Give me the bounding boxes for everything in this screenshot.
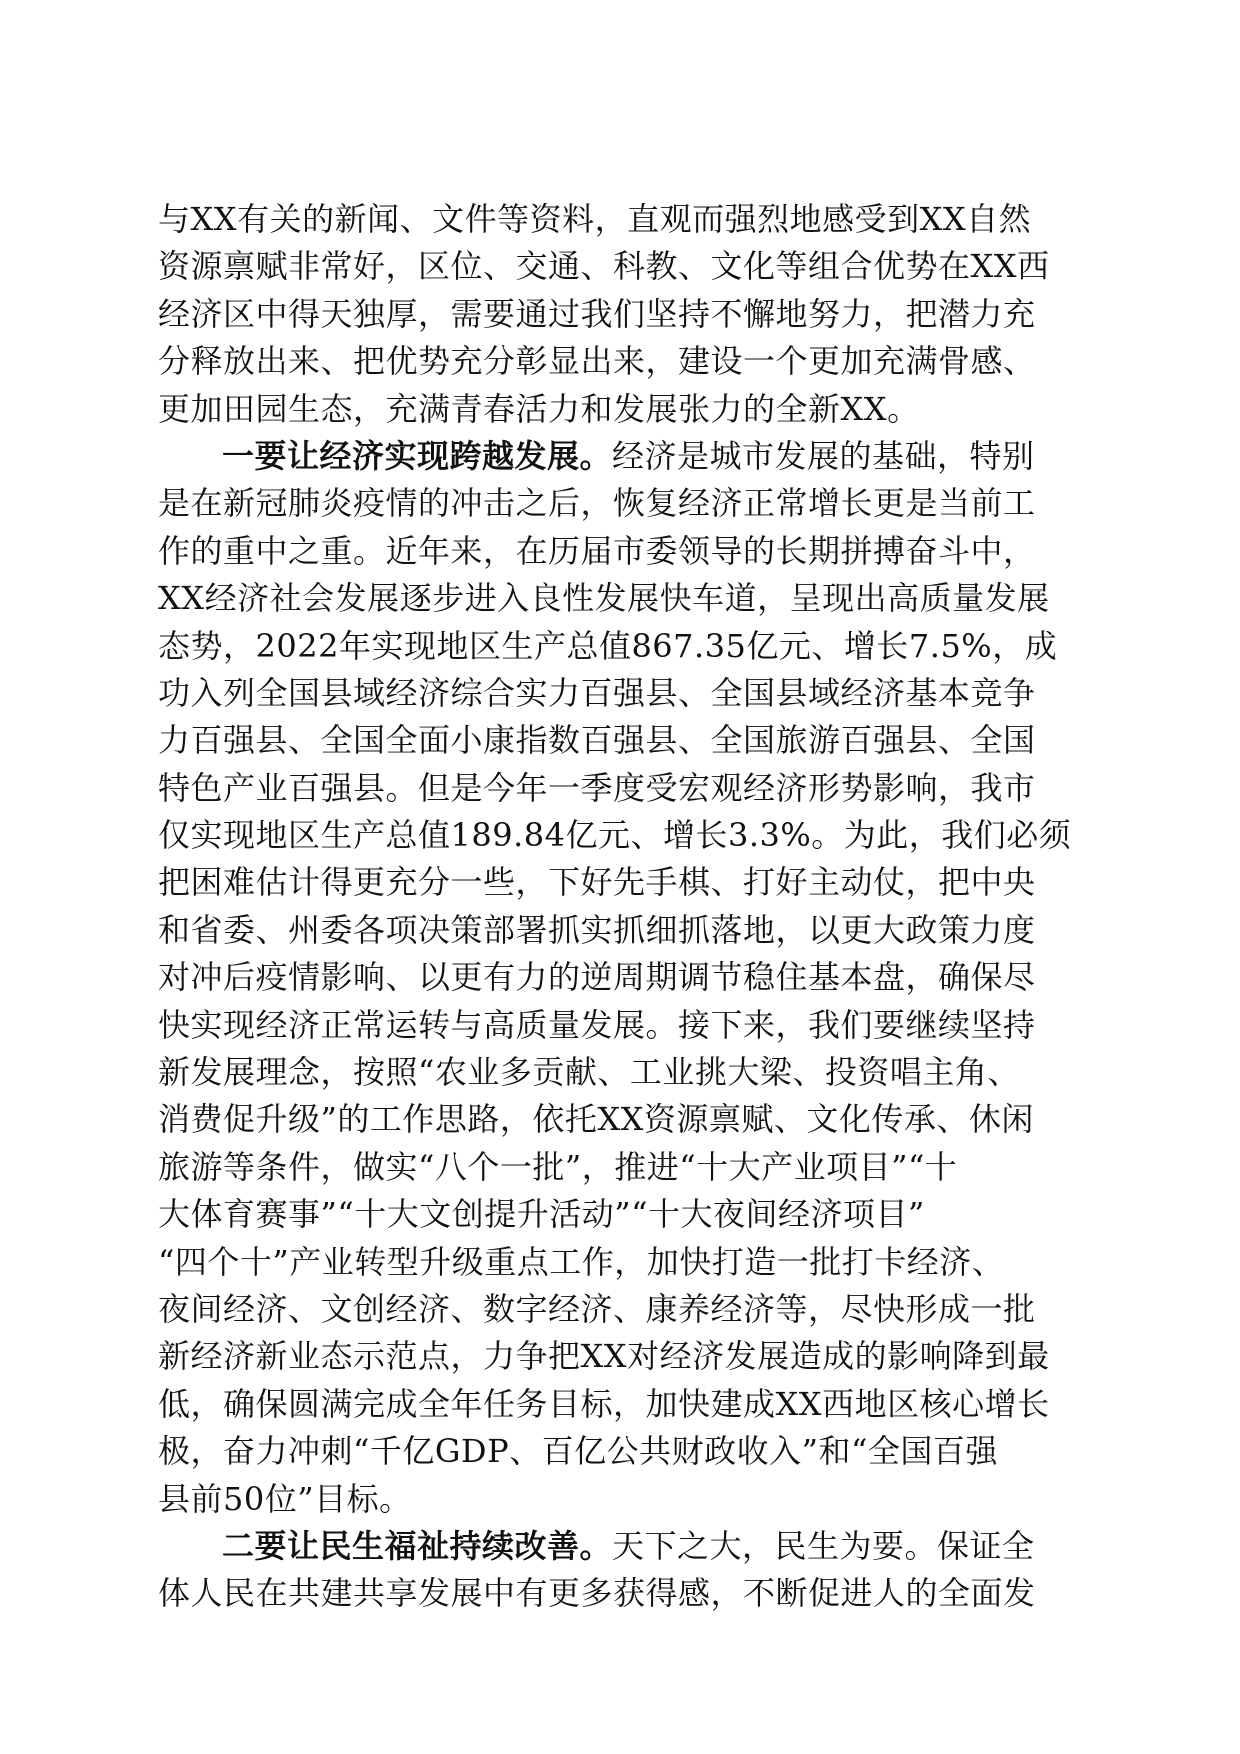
section-economy-heading: 一要让经济实现跨越发展。 (222, 436, 613, 475)
text-line: 仅实现地区生产总值189.84亿元、增长3.3%。为此，我们必须 (158, 816, 1072, 855)
text-line: 体人民在共建共享发展中有更多获得感，不断促进人的全面发 (158, 1574, 1036, 1613)
text-line: 新发展理念，按照“农业多贡献、工业挑大梁、投资唱主角、 (158, 1053, 1020, 1092)
text-line: 把困难估计得更充分一些，下好先手棋、打好主动仗，把中央 (158, 863, 1036, 902)
text-line: 特色产业百强县。但是今年一季度受宏观经济形势影响，我市 (158, 768, 1036, 807)
text-line: 新经济新业态示范点，力争把XX对经济发展造成的影响降到最 (158, 1337, 1050, 1376)
text-line: 快实现经济正常运转与高质量发展。接下来，我们要继续坚持 (158, 1005, 1036, 1044)
text-line: 县前50位”目标。 (158, 1479, 412, 1518)
section-economy-paragraph (158, 433, 1082, 1523)
text-line: 是在新冠肺炎疫情的冲击之后，恢复经济正常增长更是当前工 (158, 484, 1036, 523)
section-livelihood-heading: 二要让民生福祉持续改善。 (222, 1526, 613, 1565)
text-line-rest: 经济是城市发展的基础，特别 (612, 436, 1035, 475)
text-line: 资源禀赋非常好，区位、交通、科教、文化等组合优势在XX西 (158, 247, 1050, 286)
section-economy-first-line (158, 433, 1082, 480)
text-line: 对冲后疫情影响、以更有力的逆周期调节稳住基本盘，确保尽 (158, 958, 1036, 997)
text-line: “四个十”产业转型升级重点工作，加快打造一批打卡经济、 (158, 1242, 1005, 1281)
text-line: 极，奋力冲刺“千亿GDP、百亿公共财政收入”和“全国百强 (158, 1432, 998, 1471)
text-line: 旅游等条件，做实“八个一批”，推进“十大产业项目”“十 (158, 1147, 958, 1186)
text-line: 与XX有关的新闻、文件等资料，直观而强烈地感受到XX自然 (158, 200, 1032, 238)
document-page (158, 196, 1082, 1618)
text-line: 夜间经济、文创经济、数字经济、康养经济等，尽快形成一批 (158, 1289, 1036, 1328)
text-line: 消费促升级”的工作思路，依托XX资源禀赋、文化传承、休闲 (158, 1100, 1034, 1139)
text-line: 分释放出来、把优势充分彰显出来，建设一个更加充满骨感、 (158, 342, 1036, 381)
text-line: 和省委、州委各项决策部署抓实抓细抓落地，以更大政策力度 (158, 910, 1036, 949)
text-line: 低，确保圆满完成全年任务目标，加快建成XX西地区核心增长 (158, 1384, 1050, 1423)
text-line: 作的重中之重。近年来，在历届市委领导的长期拼搏奋斗中， (158, 531, 1036, 570)
text-line: 力百强县、全国全面小康指数百强县、全国旅游百强县、全国 (158, 721, 1036, 760)
text-line: 态势，2022年实现地区生产总值867.35亿元、增长7.5%，成 (158, 626, 1058, 665)
text-line-rest: 天下之大，民生为要。保证全 (612, 1526, 1035, 1565)
text-line: 更加田园生态，充满青春活力和发展张力的全新XX。 (158, 389, 920, 428)
text-line: 大体育赛事”“十大文创提升活动”“十大夜间经济项目” (158, 1195, 925, 1234)
intro-paragraph (158, 196, 1082, 433)
text-line: XX经济社会发展逐步进入良性发展快车道，呈现出高质量发展 (158, 579, 1050, 618)
text-line: 经济区中得天独厚，需要通过我们坚持不懈地努力，把潜力充 (158, 294, 1036, 333)
text-line: 功入列全国县域经济综合实力百强县、全国县域经济基本竞争 (158, 673, 1036, 712)
section-livelihood-paragraph (158, 1523, 1082, 1618)
section-livelihood-first-line (158, 1523, 1082, 1570)
